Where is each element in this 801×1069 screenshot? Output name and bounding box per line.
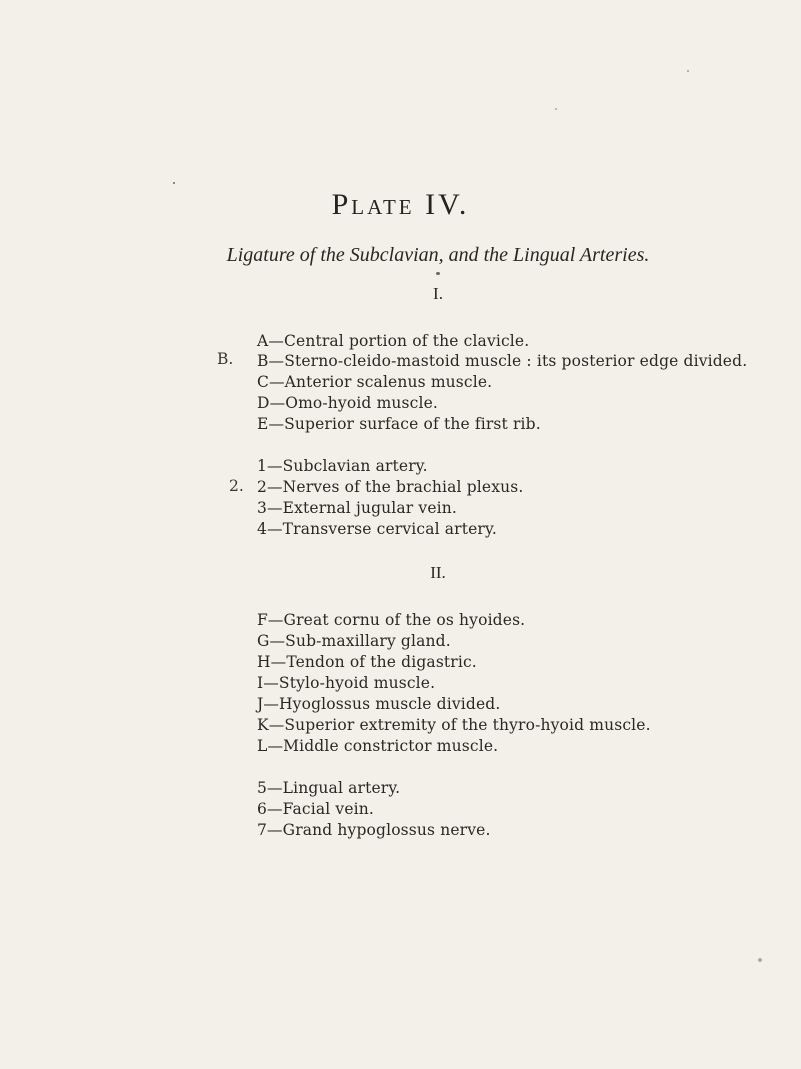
legend-entry: 6—Facial vein.	[257, 800, 374, 818]
legend-entry: J—Hyoglossus muscle divided.	[257, 695, 501, 713]
paper-speck	[687, 70, 689, 72]
paper-speck	[555, 108, 557, 110]
section-heading-1: I.	[433, 284, 443, 303]
legend-entry: D—Omo-hyoid muscle.	[257, 394, 439, 412]
legend-entry: H—Tendon of the digastric.	[257, 653, 477, 671]
legend-entry: 5—Lingual artery.	[257, 779, 401, 797]
legend-entry: A—Central portion of the clavicle.	[257, 332, 530, 350]
legend-entry: B—Sterno-cleido-mastoid muscle : its posterior edge divided.	[257, 352, 748, 370]
paper-speck	[758, 958, 762, 962]
plate-subtitle: Ligature of the Subclavian, and the Lingual Arteries.	[226, 244, 650, 266]
legend-entry: I—Stylo-hyoid muscle.	[257, 674, 436, 692]
legend-entry: 7—Grand hypoglossus nerve.	[257, 821, 491, 839]
legend-entry: C—Anterior scalenus muscle.	[257, 373, 493, 391]
legend-entry: F—Great cornu of the os hyoides.	[257, 611, 526, 629]
paper-speck	[436, 272, 440, 275]
plate-title: Plate IV.	[331, 188, 470, 221]
legend-entry: K—Superior extremity of the thyro-hyoid muscle.	[257, 716, 651, 734]
legend-entry: L—Middle constrictor muscle.	[257, 737, 499, 755]
legend-entry: 2—Nerves of the brachial plexus.	[257, 478, 524, 496]
legend-entry: E—Superior surface of the first rib.	[257, 415, 541, 433]
legend-entry: 1—Subclavian artery.	[257, 457, 428, 475]
legend-entry: G—Sub-maxillary gland.	[257, 632, 451, 650]
legend-entry: 3—External jugular vein.	[257, 499, 457, 517]
section-heading-2: II.	[430, 563, 446, 582]
paper-speck	[173, 182, 175, 184]
legend-entry: 4—Transverse cervical artery.	[257, 520, 497, 538]
margin-mark-two: 2.	[229, 477, 244, 495]
margin-mark-b: B.	[217, 350, 234, 368]
